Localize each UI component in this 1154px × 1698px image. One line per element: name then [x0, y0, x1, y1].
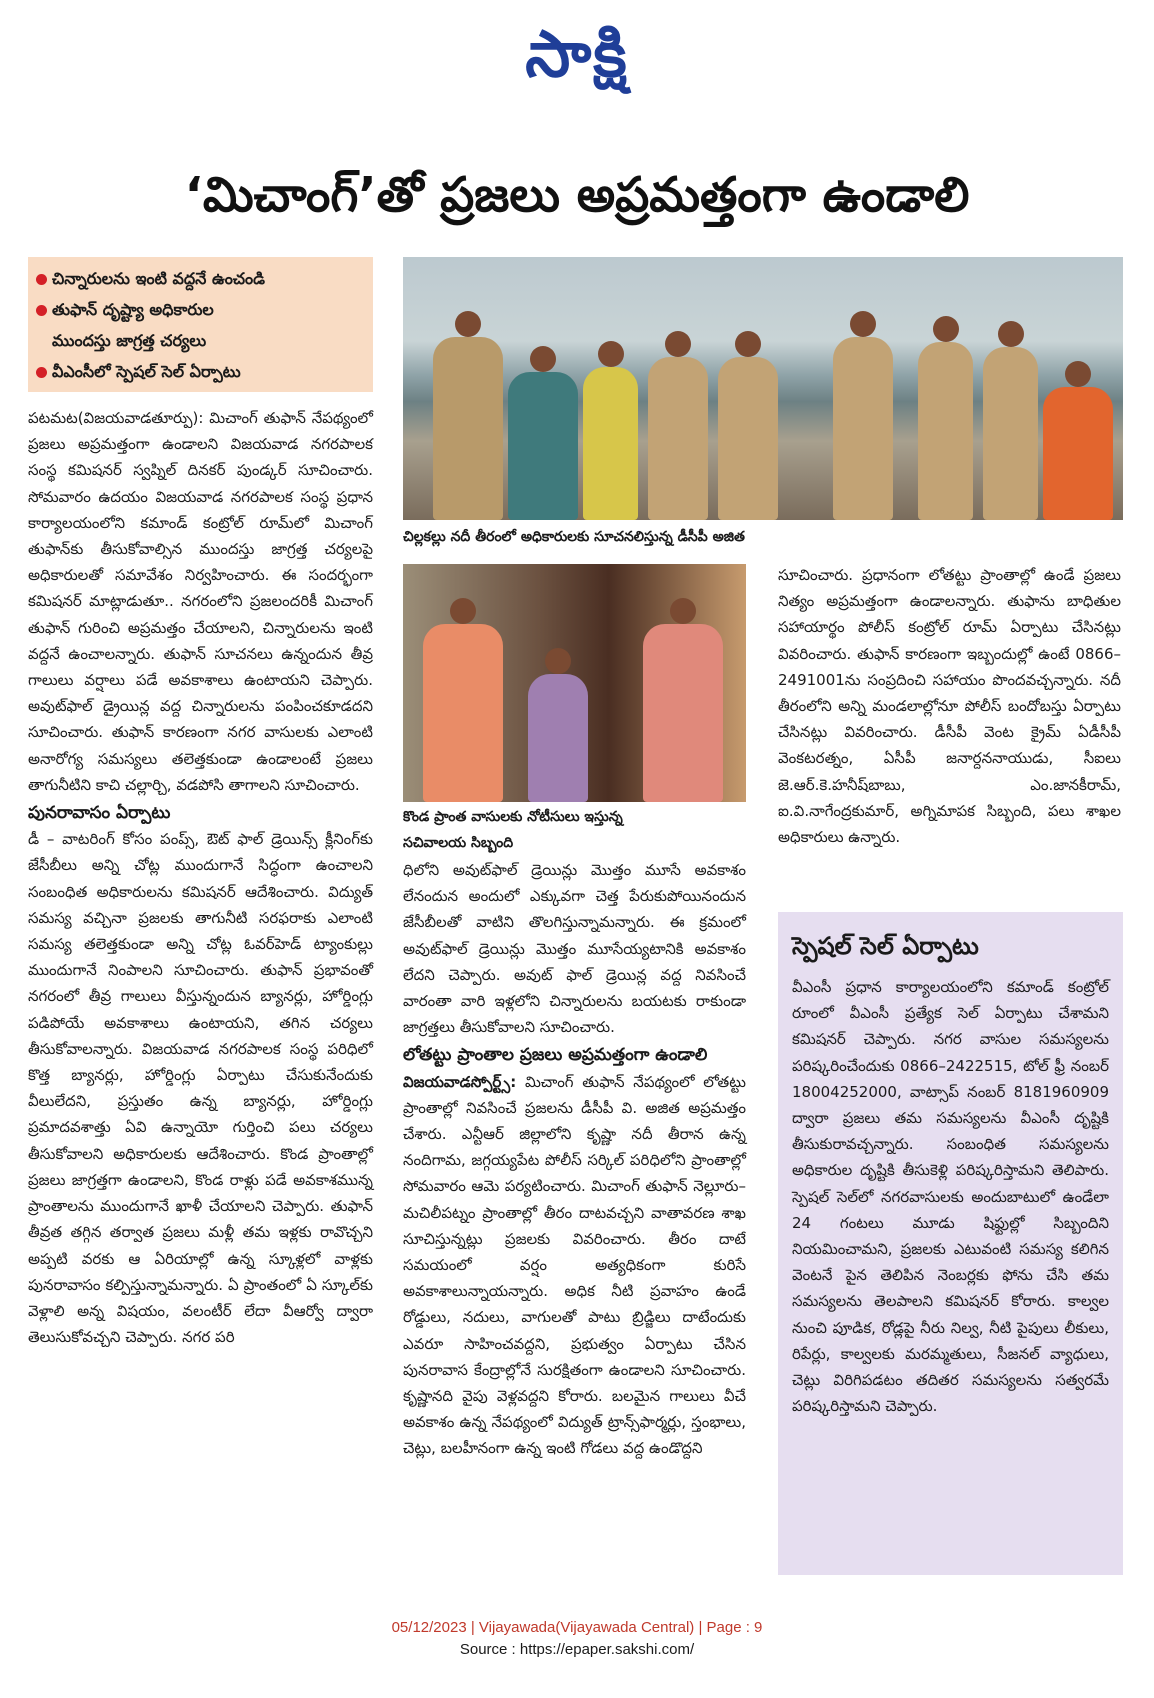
paragraph: డీ – వాటరింగ్ కోసం పంప్స్, ఔట్ ఫాల్ డ్రెయిన్స్ క్లీనింగ్‌కు జేసీబీలు అన్ని చోట్ల ముందుగానే సిద్ధంగా ఉంచాలని సంబంధిత అధికారులను కమిషనర్ ఆదేశించారు. విద్యుత్ సమస్య వచ్చినా ప్రజలకు తాగునీటి సరఫరాకు ఎలాంటి సమస్య తలెత్తకుండా అన్ని చోట్ల ఓవర్‌హెడ్ ట్యాంకుల్లు ముందుగానే నింపాలని సూచించారు. తుఫాన్ ప్రభావంతో నగరంలో తీవ్ర గాలులు వీస్తున్నందున బ్యానర్లు, హోర్డింగ్లు పడిపోయే అవకాశాలు ఉంటాయని, తగిన చర్యలు తీసుకోవాలన్నారు. విజయవాడ నగరపాలక సంస్థ పరిధిలో కొత్త బ్యానర్లు, హోర్డింగ్లు ఏర్పాటు చేసుకునేందుకు వీలులేదని, ప్రస్తుతం ఉన్న బ్యానర్లు, హోర్డింగ్లు ప్రమాదవశాత్తు ఏవి ఉన్నాయో గుర్తించి పలు చర్యలు తీసుకోవాలని అధికారులకు ఆదేశించారు. కొండ ప్రాంతాల్లో ప్రజలు జాగ్రత్తగా ఉండాలని, కొండ రాళ్లు పడే అవకాశమున్న ప్రాంతాలను ముందుగానే ఖాళీ చేయాలని చెప్పారు. తుఫాన్ తీవ్రత తగ్గిన తర్వాత ప్రజలు మళ్లీ తమ ఇళ్లకు రావొచ్చని అప్పటి వరకు ఆ ఏరియాల్లో ఉన్న స్కూళ్లలో వాళ్లకు పునరావాసం కల్పిస్తున్నామన్నారు. ఏ ప్రాంతంలో ఏ స్కూల్‌కు వెళ్లాలి అన్న విషయం, వలంటీర్ లేదా వీఆర్వో ద్వారా తెలుసుకోవచ్చని చెప్పారు. నగర పరి [28, 830, 373, 1347]
highlight-item-continued: ముందస్తు జాగ్రత్త చర్యలు [52, 331, 207, 350]
paragraph: సూచించారు. ప్రధానంగా లోతట్టు ప్రాంతాల్లో ఉండే ప్రజలు నిత్యం అప్రమత్తంగా ఉండాలన్నారు. తుఫాను బాధితుల సహాయార్థం పోలీస్ కంట్రోల్ రూమ్ ఏర్పాటు చేసినట్లు వివరించారు. తుఫాన్ కారణంగా ఇబ్బందుల్లో ఉంటే 0866–2491001ను సంప్రదించి సహాయం పొందవచ్చన్నారు. నదీ తీరంలోని అన్ని మండలాల్లోనూ పోలీస్ బందోబస్తు ఏర్పాటు చేసినట్లు వివరించారు. డీసీపీ వెంట క్రైమ్ ఏడీసీపీ వెంకటరత్నం, ఏసీపీ జనార్దననాయుడు, సీఐలు జె.ఆర్.కె.హనీష్‌బాబు, ఎం.జానకీరామ్, ఐ.వి.నాగేంద్రకుమార్, అగ్నిమాపక సిబ్బంది, పలు శాఖల అధికారులు ఉన్నారు. [778, 566, 1121, 847]
photo-notice-distribution [403, 564, 746, 802]
highlights-box [28, 257, 373, 392]
footer [0, 1617, 1154, 1661]
logo-text: సాక్షి [525, 18, 629, 92]
highlight-item: చిన్నారులను ఇంటి వద్దనే ఉంచండి [36, 263, 365, 294]
photo1-caption: చిల్లకల్లు నదీ తీరంలో అధికారులకు సూచనలిస్తున్న డీసీపీ అజిత [403, 529, 745, 545]
bullet-icon [36, 274, 47, 285]
sidebar-title: స్పెషల్ సెల్ ఏర్పాటు [792, 932, 979, 960]
paragraph: పటమట(విజయవాడతూర్పు): మిచాంగ్ తుఫాన్ నేపథ్యంలో ప్రజలు అప్రమత్తంగా ఉండాలని విజయవాడ నగరపాలక సంస్థ కమిషనర్ స్వప్నిల్ దినకర్ పుండ్కర్ సూచించారు. సోమవారం ఉదయం విజయవాడ నగరపాలక సంస్థ ప్రధాన కార్యాలయంలోని కమాండ్ కంట్రోల్ రూమ్‌లో మిచాంగ్ తుఫాన్‌కు తీసుకోవాల్సిన ముందస్తు జాగ్రత్త చర్యలపై అధికారులతో సమావేశం నిర్వహించారు. ఈ సందర్భంగా కమిషనర్ మాట్లాడుతూ.. నగరంలోని ప్రజలందరికీ మిచాంగ్ తుఫాన్ గురించి అప్రమత్తం చేయాలని, చిన్నారులను ఇంటి వద్దనే ఉంచాలన్నారు. తుఫాన్ సూచనలు ఉన్నందున తీవ్ర గాలులు వర్షాలు పడే అవకాశాలు ఉంటాయని చెప్పారు. అవుట్‌ఫాల్ డ్రైయిన్ల వద్ద చిన్నారులను పంపించకూడదని సూచించారు. తుఫాన్ కారణంగా నగర వాసులకు ఎలాంటి అనారోగ్య సమస్యలు తలెత్తకుండా ఉండాలంటే ప్రజలు తాగునీటిని కాచి చల్లార్చి, వడపోసి తాగాలని సూచించారు. [28, 409, 373, 794]
article-column-3 [778, 562, 1121, 850]
footer-date-edition: 05/12/2023 | Vijayawada(Vijayawada Central) | Page : 9 [391, 1619, 763, 1636]
highlight-item: వీఎంసీలో స్పెషల్ సెల్ ఏర్పాటు [36, 356, 365, 387]
masthead-logo [0, 18, 1154, 107]
bullet-icon [36, 305, 47, 316]
highlight-item: తుఫాన్ దృష్ట్యా అధికారుల [36, 294, 365, 325]
special-cell-box [778, 912, 1123, 1575]
article-column-2 [403, 857, 746, 1462]
bullet-icon [36, 367, 47, 378]
footer-source[interactable]: Source : https://epaper.sakshi.com/ [459, 1641, 695, 1658]
paragraph: విజయవాడస్పోర్ట్స్: మిచాంగ్ తుఫాన్ నేపథ్యంలో లోతట్టు ప్రాంతాల్లో నివసించే ప్రజలను డీసీపీ వి. అజిత అప్రమత్తం చేశారు. ఎన్టీఆర్ జిల్లాలోని కృష్ణా నదీ తీరాన ఉన్న నందిగామ, జగ్గయ్యపేట పోలీస్ సర్కిల్ పరిధిలోని ప్రాంతాల్లో సోమవారం ఆమె పర్యటించారు. మిచాంగ్ తుఫాన్ నెల్లూరు–మచిలీపట్నం ప్రాంతాల్లో తీరం దాటవచ్చని వాతావరణ శాఖ సూచిస్తున్నట్లు ప్రజలకు వివరించారు. తీరం దాటే సమయంలో వర్షం అత్యధికంగా కురిసే అవకాశాలున్నాయన్నారు. అధిక నీటి ప్రవాహం ఉండే రోడ్డులు, నదులు, వాగులతో పాటు బ్రిడ్జిలు దాటేందుకు ఎవరూ సాహించవద్దని, ప్రభుత్వం ఏర్పాటు చేసిన పునరావాస కేంద్రాల్లోనే సురక్షితంగా ఉండాలని సూచించారు. కృష్ణానది వైపు వెళ్లవద్దని కోరారు. బలమైన గాలులు వీచే అవకాశం ఉన్న నేపథ్యంలో విద్యుత్ ట్రాన్స్‌ఫార్మర్లు, స్తంభాలు, చెట్లు, బలహీనంగా ఉన్న ఇంటి గోడలు వద్ద ఉండొద్దని [403, 1072, 746, 1458]
article-column-1 [28, 405, 373, 1350]
photo2-caption: కొండ ప్రాంత వాసులకు నోటీసులు ఇస్తున్న సచివాలయ సిబ్బంది [403, 809, 623, 851]
photo-officials-river-bank [403, 257, 1123, 520]
dateline: విజయవాడస్పోర్ట్స్: [403, 1072, 517, 1091]
paragraph: ధిలోని అవుట్‌ఫాల్ డ్రెయిన్లు మొత్తం మూసే అవకాశం లేనందున అందులో ఎక్కువగా చెత్త పేరుకుపోయినందున జేసీబీలతో వాటిని తొలగిస్తున్నామన్నారు. ఈ క్రమంలో అవుట్‌ఫాల్ డ్రెయిన్లు మొత్తం మూసేయ్యటానికి అవకాశం లేదని చెప్పారు. అవుట్ ఫాల్ డ్రెయిన్ల వద్ద నివసించే వారంతా వారి ఇళ్లలోని చిన్నారులను బయటకు రాకుండా జాగ్రత్తలు తీసుకోవాలని సూచించారు. [403, 861, 746, 1037]
subheading: లోతట్టు ప్రాంతాల ప్రజలు అప్రమత్తంగా ఉండాలి [403, 1045, 708, 1066]
subheading: పునరావాసం ఏర్పాటు [28, 803, 171, 824]
headline: ‘మిచాంగ్’తో ప్రజలు అప్రమత్తంగా ఉండాలి [184, 167, 970, 223]
sidebar-body: వీఎంసీ ప్రధాన కార్యాలయంలోని కమాండ్ కంట్రోల్ రూంలో వీఎంసీ ప్రత్యేక సెల్ ఏర్పాటు చేశామని కమిషనర్ చెప్పారు. నగర వాసుల సమస్యలను పరిష్కరించేందుకు 0866–2422515, టోల్ ఫ్రీ నంబర్ 18004252000, వాట్సాప్ నంబర్ 8181960909 ద్వారా ప్రజలు తమ సమస్యలను వీఎంసీ దృష్టికి తీసుకురావచ్చన్నారు. సంబంధిత సమస్యలను అధికారుల దృష్టికి తీసుకెళ్లి పరిష్కరిస్తామని తెలిపారు. స్పెషల్ సెల్‌లో నగరవాసులకు అందుబాటులో ఉండేలా 24 గంటలు మూడు షిఫ్టుల్లో సిబ్బందిని నియమించామని, ప్రజలకు ఎటువంటి సమస్య కలిగిన వెంటనే పైన తెలిపిన నెంబర్లకు ఫోను చేసి తమ సమస్యలను తెలపాలని కమిషనర్ కోరారు. కాల్వల నుంచి పూడిక, రోడ్లపై నీరు నిల్వ, నీటి పైపులు లీకులు, రిపేర్లు, కాల్వలకు మరమ్మతులు, సీజనల్ వ్యాధులు, చెట్లు విరిగిపడటం తదితర సమస్యలను సత్వరమే పరిష్కరిస్తామని చెప్పారు. [792, 978, 1109, 1416]
